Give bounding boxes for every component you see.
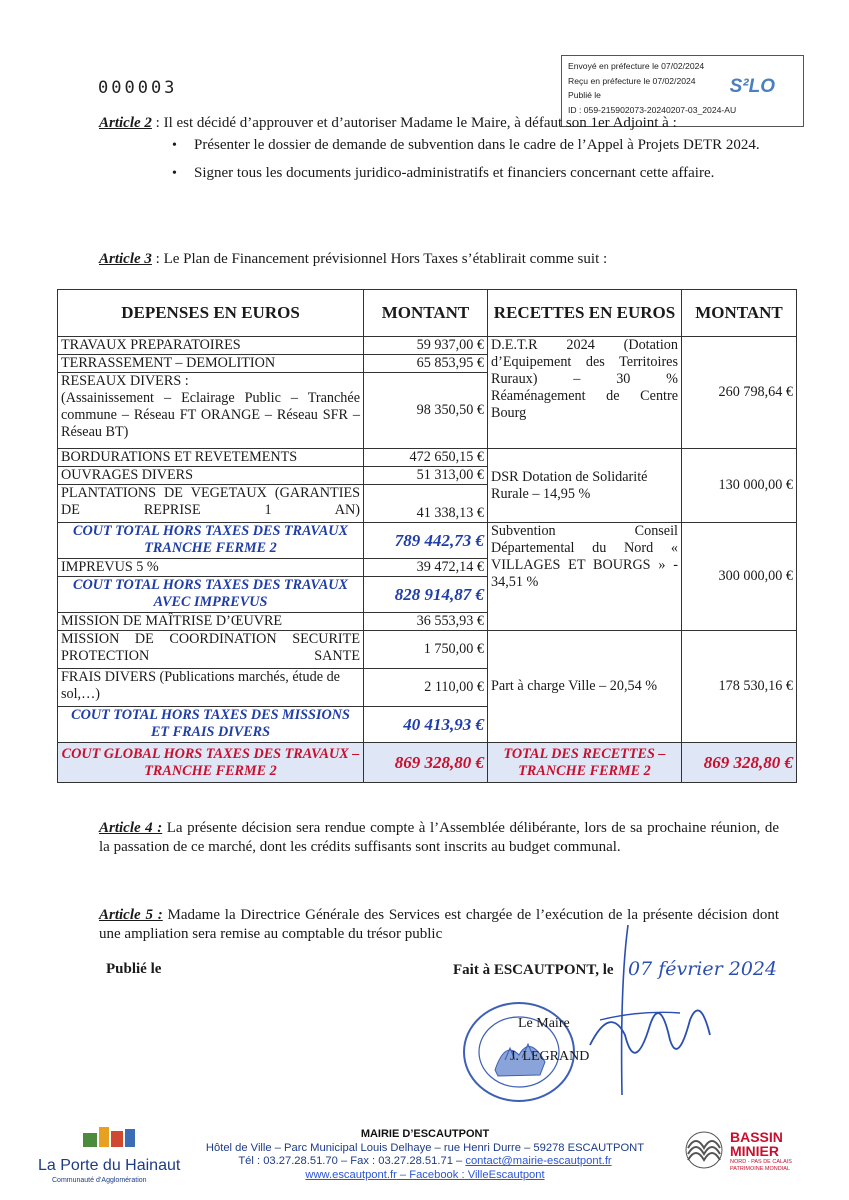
expense-label: PLANTATIONS DE VEGETAUX (GARANTIES DE REPRISE 1 AN) bbox=[58, 485, 364, 523]
footer-phone: Tél : 03.27.28.51.70 – Fax : 03.27.28.51.71 – bbox=[238, 1155, 466, 1168]
handwritten-date: 07 février 2024 bbox=[628, 958, 778, 980]
expense-label: IMPREVUS 5 % bbox=[58, 559, 364, 577]
article-4-label: Article 4 : bbox=[99, 820, 163, 836]
header-recettes: RECETTES EN EUROS bbox=[488, 290, 682, 337]
expense-amount: 59 937,00 € bbox=[364, 337, 488, 355]
expense-amount: 2 110,00 € bbox=[364, 669, 488, 707]
revenue-dsr-amount: 130 000,00 € bbox=[682, 449, 797, 523]
revenue-ville-amount: 178 530,16 € bbox=[682, 631, 797, 743]
header-montant: MONTANT bbox=[682, 290, 797, 337]
article-3-text: : Le Plan de Financement prévisionnel Hors Taxes s’établirait comme suit : bbox=[151, 251, 608, 267]
table-row bbox=[58, 523, 797, 559]
article-3-label: Article 3 bbox=[99, 251, 152, 267]
financing-plan-table bbox=[57, 289, 797, 783]
mayor-name: J. LEGRAND bbox=[510, 1049, 590, 1064]
porte-du-hainaut-subtext: Communauté d’Agglomération bbox=[52, 1177, 147, 1184]
expense-amount: 51 313,00 € bbox=[364, 467, 488, 485]
article-3 bbox=[99, 250, 779, 269]
expense-label: TRAVAUX PREPARATOIRES bbox=[58, 337, 364, 355]
stamp-published-line: Publié le bbox=[568, 90, 601, 100]
revenue-cd-label: Subvention Conseil Départemental du Nord « VILLAGES ET BOURGS » - 34,51 % bbox=[488, 523, 682, 631]
expense-amount: 39 472,14 € bbox=[364, 559, 488, 577]
footer-email-link[interactable]: contact@mairie-escautpont.fr bbox=[465, 1155, 612, 1168]
article-2-label: Article 2 bbox=[99, 115, 152, 131]
bassin-minier-emblem-icon bbox=[682, 1130, 726, 1170]
revenue-detr-amount: 260 798,64 € bbox=[682, 337, 797, 449]
footer-title: MAIRIE D’ESCAUTPONT bbox=[360, 1128, 490, 1140]
footer-facebook-link[interactable]: – Facebook : VilleEscautpont bbox=[396, 1168, 545, 1181]
article-2-text: : Il est décidé d’approuver et d’autoriser Madame le Maire, à défaut son 1er Adjoint à : bbox=[151, 115, 677, 131]
subtotal-amount: 40 413,93 € bbox=[364, 707, 488, 743]
bullet-item: • Signer tous les documents juridico-administratifs et financiers concernant cette affaire. bbox=[170, 164, 770, 183]
bassin-minier-text: BASSIN MINIER bbox=[730, 1129, 783, 1159]
footer-contact bbox=[180, 1128, 670, 1182]
header-montant: MONTANT bbox=[364, 290, 488, 337]
footer-web-line bbox=[180, 1169, 670, 1183]
article-2-bullets bbox=[170, 136, 770, 192]
footer-website-link[interactable]: www.escautpont.fr bbox=[305, 1168, 397, 1181]
table-row bbox=[58, 631, 797, 669]
revenue-dsr-label: DSR Dotation de Solidarité Rurale – 14,95 % bbox=[488, 449, 682, 523]
expense-label: OUVRAGES DIVERS bbox=[58, 467, 364, 485]
bullet-item: • Présenter le dossier de demande de subvention dans le cadre de l’Appel à Projets DETR 2024. bbox=[170, 136, 770, 155]
article-5-text: Madame la Directrice Générale des Services est chargée de l’exécution de la présente décision dont une ampliation sera remise au comptable du trésor public bbox=[99, 907, 780, 942]
bassin-minier-logo bbox=[680, 1128, 820, 1178]
done-at-label: Fait à ESCAUTPONT, le bbox=[453, 962, 614, 978]
article-4-text: La présente décision sera rendue compte à l’Assemblée délibérante, lors de sa prochaine réunion, de la passation de ce marché, dont les crédits suffisants sont inscrits au budget communal. bbox=[99, 820, 780, 855]
article-5-label: Article 5 : bbox=[99, 907, 163, 923]
expense-amount: 65 853,95 € bbox=[364, 355, 488, 373]
subtotal-label: COUT TOTAL HORS TAXES DES TRAVAUX TRANCHE FERME 2 bbox=[58, 523, 364, 559]
expense-label: MISSION DE MAÎTRISE D’ŒUVRE bbox=[58, 613, 364, 631]
grand-total-amount: 869 328,80 € bbox=[364, 743, 488, 783]
table-header-row bbox=[58, 290, 797, 337]
expense-label: TERRASSEMENT – DEMOLITION bbox=[58, 355, 364, 373]
expense-label-detail: (Assainissement – Eclairage Public – Tranchée commune – Réseau FT ORANGE – Réseau SFR – Réseau BT) bbox=[61, 390, 360, 440]
table-row bbox=[58, 337, 797, 355]
footer-phone-line bbox=[180, 1155, 670, 1169]
stamp-id-line: ID : 059-215902073-20240207-03_2024-AU bbox=[568, 104, 737, 115]
footer-address: Hôtel de Ville – Parc Municipal Louis Delhaye – rue Henri Durre – 59278 ESCAUTPONT bbox=[205, 1141, 645, 1154]
bassin-minier-subtext: NORD - PAS DE CALAIS PATRIMOINE MONDIAL bbox=[730, 1159, 792, 1172]
subtotal-label: COUT TOTAL HORS TAXES DES MISSIONS ET FRAIS DIVERS bbox=[58, 707, 364, 743]
article-4 bbox=[99, 819, 779, 857]
document-number: 000003 bbox=[98, 78, 178, 98]
revenue-cd-amount: 300 000,00 € bbox=[682, 523, 797, 631]
subtotal-amount: 789 442,73 € bbox=[364, 523, 488, 559]
grand-total-label: COUT GLOBAL HORS TAXES DES TRAVAUX – TRANCHE FERME 2 bbox=[58, 743, 364, 783]
revenue-ville-label: Part à charge Ville – 20,54 % bbox=[488, 631, 682, 743]
stamp-received-line: Reçu en préfecture le 07/02/2024 bbox=[568, 75, 696, 86]
handwritten-signature-icon bbox=[580, 925, 730, 1095]
mayor-title: Le Maire bbox=[518, 1016, 570, 1031]
expense-label bbox=[58, 373, 364, 449]
expense-amount: 472 650,15 € bbox=[364, 449, 488, 467]
porte-du-hainaut-logo bbox=[38, 1125, 188, 1190]
expense-amount: 1 750,00 € bbox=[364, 631, 488, 669]
total-recettes-amount: 869 328,80 € bbox=[682, 743, 797, 783]
total-recettes-label: TOTAL DES RECETTES – TRANCHE FERME 2 bbox=[488, 743, 682, 783]
s2lo-mark: S²LO bbox=[729, 76, 775, 97]
expense-label: BORDURATIONS ET REVETEMENTS bbox=[58, 449, 364, 467]
porte-du-hainaut-text: La Porte du Hainaut bbox=[38, 1157, 181, 1174]
porte-du-hainaut-emblem-icon bbox=[83, 1125, 153, 1155]
revenue-detr-label: D.E.T.R 2024 (Dotation d’Equipement des Territoires Ruraux) – 30 % Réaménagement de Centre Bourg bbox=[488, 337, 682, 449]
expense-amount: 98 350,50 € bbox=[364, 373, 488, 449]
grand-total-row bbox=[58, 743, 797, 783]
expense-amount: 36 553,93 € bbox=[364, 613, 488, 631]
header-depenses: DEPENSES EN EUROS bbox=[58, 290, 364, 337]
expense-label-title: RESEAUX DIVERS : bbox=[61, 373, 189, 389]
expense-label: MISSION DE COORDINATION SECURITE PROTECTION SANTE bbox=[58, 631, 364, 669]
article-2 bbox=[99, 114, 779, 133]
subtotal-amount: 828 914,87 € bbox=[364, 577, 488, 613]
expense-label: FRAIS DIVERS (Publications marchés, étude de sol,…) bbox=[58, 669, 364, 707]
table-row bbox=[58, 449, 797, 467]
expense-amount: 41 338,13 € bbox=[364, 485, 488, 523]
stamp-sent-line: Envoyé en préfecture le 07/02/2024 bbox=[568, 61, 705, 71]
published-label: Publié le bbox=[106, 961, 162, 977]
subtotal-label: COUT TOTAL HORS TAXES DES TRAVAUX AVEC IMPREVUS bbox=[58, 577, 364, 613]
